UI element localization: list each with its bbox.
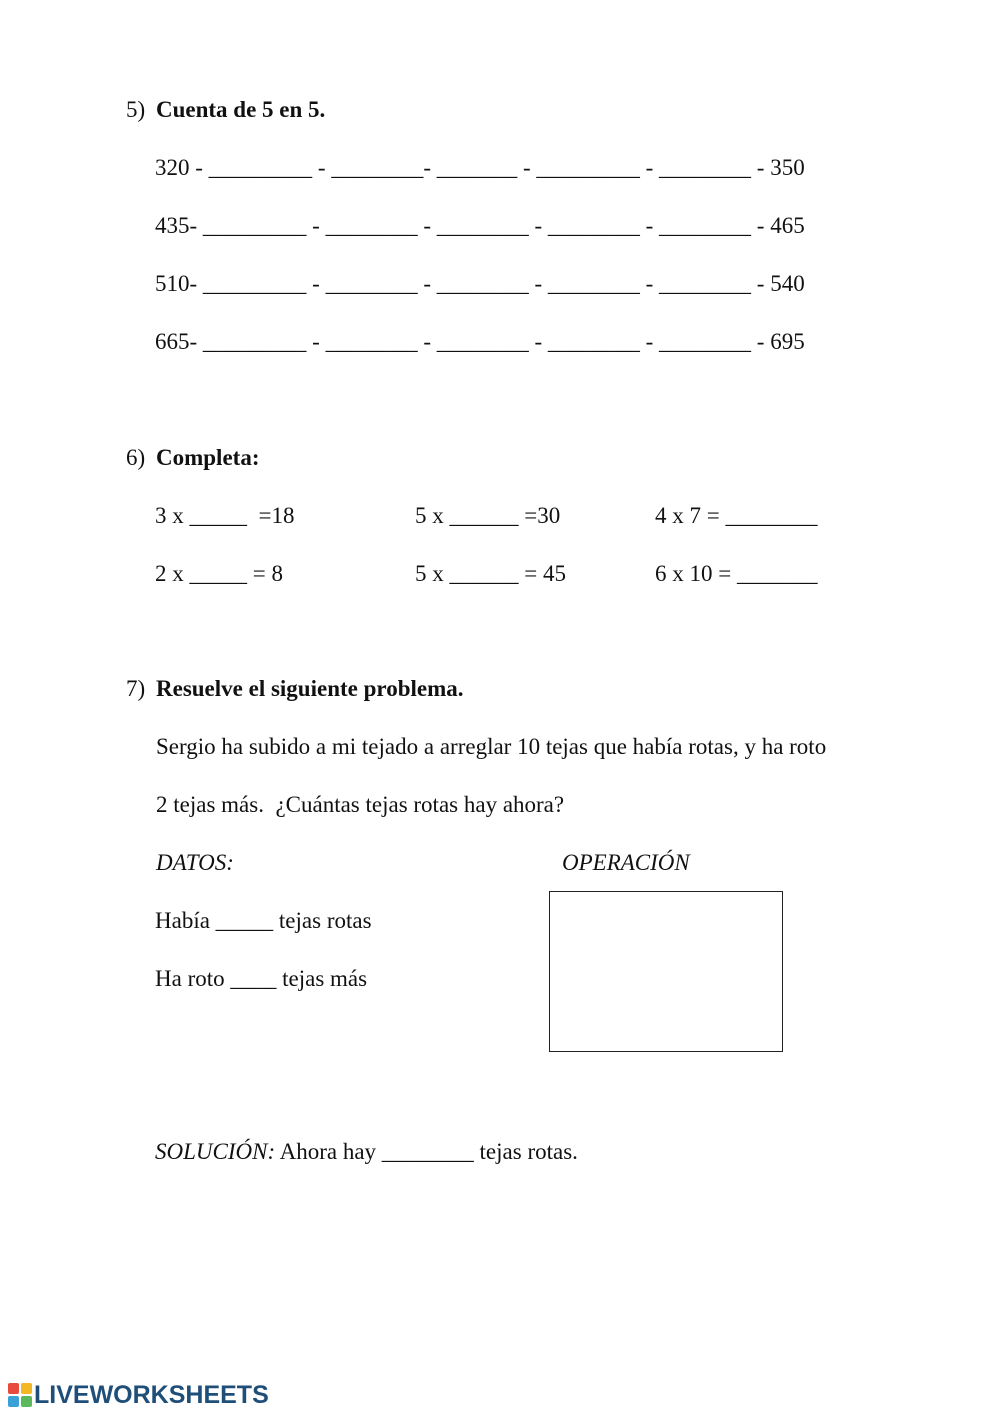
count-row-2: 435- _________ - ________ - ________ - ________ - ________ - 465	[155, 213, 805, 238]
section-7-number: 7)	[126, 676, 146, 701]
mult-2-3: 6 x 10 = _______	[655, 561, 818, 586]
count-row-4: 665- _________ - ________ - ________ - ________ - ________ - 695	[155, 329, 805, 354]
operacion-label: OPERACIÓN	[562, 850, 690, 875]
section-5-title: Cuenta de 5 en 5.	[156, 97, 326, 122]
liveworksheets-logo	[8, 1380, 269, 1410]
logo-grid-icon	[8, 1383, 32, 1407]
datos-label: DATOS:	[156, 850, 234, 875]
section-7-title: Resuelve el siguiente problema.	[156, 676, 464, 701]
mult-2-1: 2 x _____ = 8	[155, 561, 283, 586]
problem-line-1: Sergio ha subido a mi tejado a arreglar 10 tejas que había rotas, y ha roto	[156, 734, 827, 759]
solucion-text: Ahora hay ________ tejas rotas.	[275, 1139, 578, 1164]
solucion-line	[155, 1138, 578, 1166]
dato-1: Había _____ tejas rotas	[155, 908, 372, 933]
mult-1-1: 3 x _____ =18	[155, 503, 295, 528]
count-row-1: 320 - _________ - ________- _______ - _________ - ________ - 350	[155, 155, 805, 180]
section-6-title: Completa:	[156, 445, 260, 470]
mult-1-2: 5 x ______ =30	[415, 503, 561, 528]
operation-box	[549, 891, 783, 1052]
count-row-3: 510- _________ - ________ - ________ - ________ - ________ - 540	[155, 271, 805, 296]
dato-2: Ha roto ____ tejas más	[155, 966, 368, 991]
section-5-number: 5)	[126, 97, 146, 122]
mult-2-2: 5 x ______ = 45	[415, 561, 566, 586]
section-6-number: 6)	[126, 445, 146, 470]
mult-1-3: 4 x 7 = ________	[655, 503, 818, 528]
brand-name: LIVEWORKSHEETS	[34, 1380, 269, 1409]
problem-line-2: 2 tejas más. ¿Cuántas tejas rotas hay ahora?	[156, 792, 565, 817]
solucion-label: SOLUCIÓN:	[155, 1139, 276, 1164]
